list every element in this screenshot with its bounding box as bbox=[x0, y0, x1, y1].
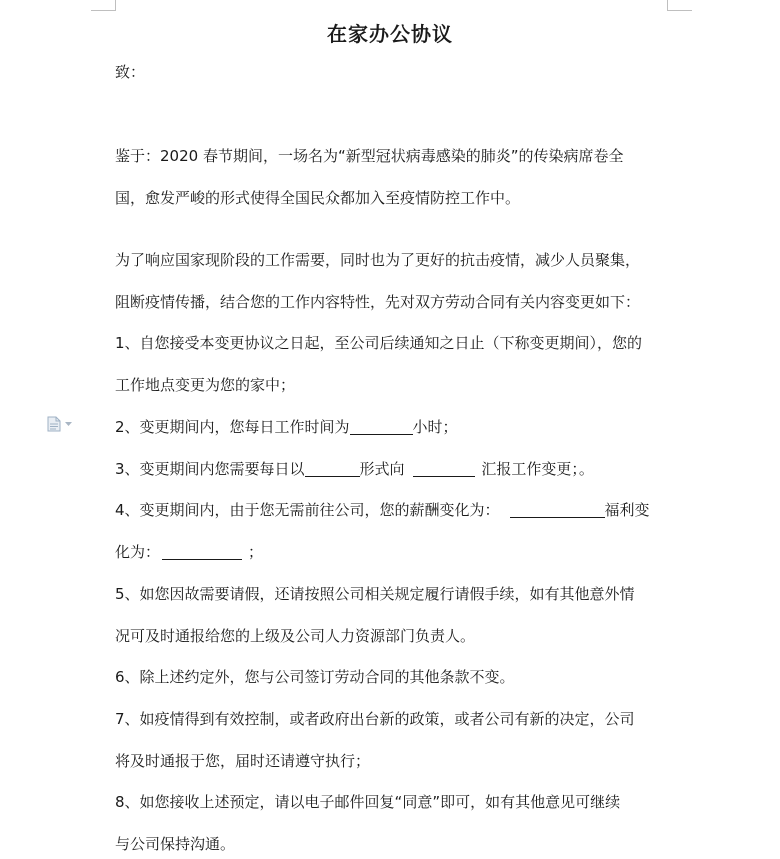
intro-line-1: 为了响应国家现阶段的工作需要，同时也为了更好的抗击疫情，减少人员聚集， bbox=[115, 251, 641, 269]
caret-down-icon bbox=[65, 422, 72, 427]
item-1-line-1: 1、自您接受本变更协议之日起，至公司后续通知之日止（下称变更期间），您的 bbox=[115, 334, 643, 352]
item-4-text-d: ； bbox=[248, 543, 264, 561]
item-3 bbox=[115, 459, 594, 479]
item-3-text-b: 形式向 bbox=[359, 460, 405, 478]
report-recipient-blank[interactable] bbox=[413, 460, 475, 477]
salary-change-blank[interactable] bbox=[510, 501, 605, 518]
item-2-text-b: 小时； bbox=[412, 418, 458, 436]
page-corner-mark-right bbox=[667, 0, 692, 11]
item-5-line-1: 5、如您因故需要请假，还请按照公司相关规定履行请假手续，如有其他意外情 bbox=[115, 585, 635, 603]
item-4-text-b: 福利变 bbox=[604, 501, 650, 519]
preface-line-1: 鉴于：2020 春节期间，一场名为“新型冠状病毒感染的肺炎”的传染病席卷全 bbox=[115, 147, 624, 165]
item-3-text-a: 3、变更期间内您需要每日以 bbox=[115, 460, 305, 478]
item-3-text-c: 汇报工作变更；。 bbox=[481, 460, 594, 478]
item-7-line-2: 将及时通报于您，届时还请遵守执行； bbox=[115, 752, 371, 770]
salutation: 致： bbox=[115, 63, 146, 81]
item-1-line-2: 工作地点变更为您的家中； bbox=[115, 376, 296, 394]
item-7-line-1: 7、如疫情得到有效控制，或者政府出台新的政策，或者公司有新的决定，公司 bbox=[115, 710, 635, 728]
document-title: 在家办公协议 bbox=[327, 22, 453, 46]
document-icon bbox=[47, 416, 61, 432]
intro-line-2: 阻断疫情传播，结合您的工作内容特性，先对双方劳动合同有关内容变更如下： bbox=[115, 293, 641, 311]
work-hours-blank[interactable] bbox=[350, 418, 413, 435]
item-8-line-1: 8、如您接收上述预定，请以电子邮件回复“同意”即可，如有其他意见可继续 bbox=[115, 793, 621, 811]
item-8-line-2: 与公司保持沟通。 bbox=[115, 835, 236, 853]
preface-line-2: 国，愈发严峻的形式使得全国民众都加入至疫情防控工作中。 bbox=[115, 189, 521, 207]
welfare-change-blank[interactable] bbox=[162, 543, 242, 560]
item-2 bbox=[115, 417, 458, 437]
item-4-line-2 bbox=[115, 542, 263, 562]
paragraph-menu-button[interactable] bbox=[47, 416, 72, 432]
report-form-blank[interactable] bbox=[305, 460, 360, 477]
item-4-text-a: 4、变更期间内，由于您无需前往公司，您的薪酬变化为： bbox=[115, 501, 500, 519]
item-4-text-c: 化为： bbox=[115, 543, 161, 561]
item-2-text-a: 2、变更期间内，您每日工作时间为 bbox=[115, 418, 350, 436]
item-4-line-1 bbox=[115, 500, 650, 520]
item-5-line-2: 况可及时通报给您的上级及公司人力资源部门负责人。 bbox=[115, 627, 476, 645]
page-corner-mark-left bbox=[91, 0, 116, 11]
item-6: 6、除上述约定外，您与公司签订劳动合同的其他条款不变。 bbox=[115, 668, 515, 686]
